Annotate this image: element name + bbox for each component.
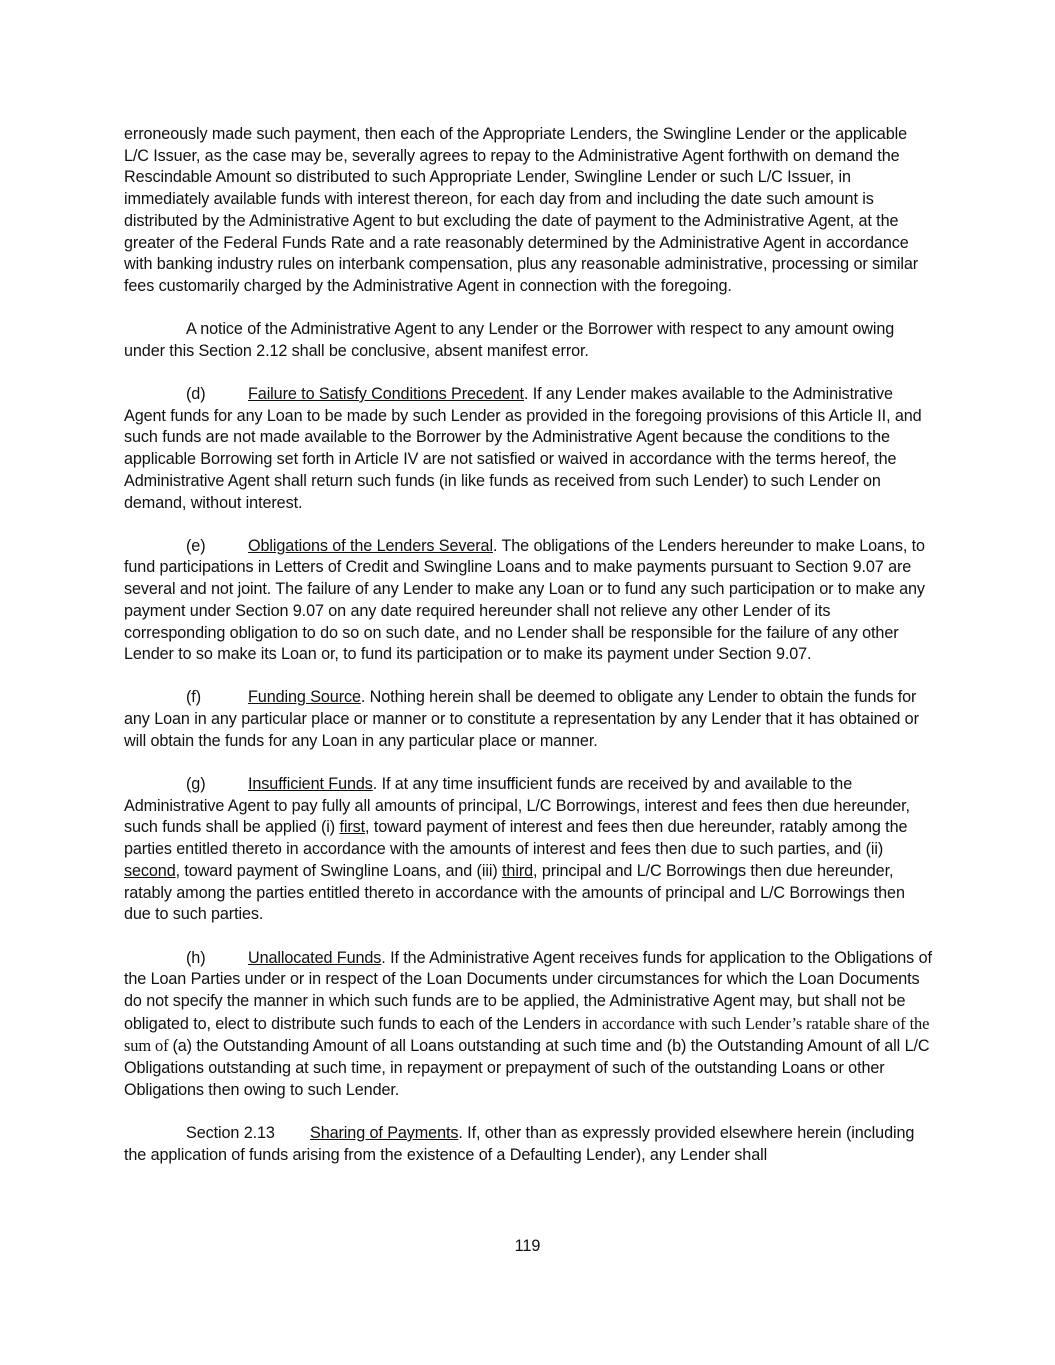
clause-h (124, 948, 934, 1102)
clause-g-third: third (502, 861, 534, 880)
clause-f-heading: Funding Source (248, 688, 361, 707)
section-2-13-label: Section 2.13 (186, 1123, 275, 1142)
clause-g-heading: Insufficient Funds (248, 775, 373, 794)
clause-h-serif-text: accordance with such Lender’s ratable share of the sum of (124, 1013, 930, 1056)
clause-h-text-1: . If the Administrative Agent receives funds for application to the Obligations of the Loan Parties under or in respect of the Loan Documents under circumstances for which the Loan Documents do not specify the manner in which such funds are to be applied, the Administrative Agent may, but shall not be obligated to, elect to distribute such funds to each of the Lenders in (124, 948, 932, 1033)
clause-g-label: (g) (186, 775, 206, 794)
clause-g-second: second (124, 861, 176, 880)
clause-h-text-2: (a) the Outstanding Amount of all Loans outstanding at such time and (b) the Outstanding Amount of all L/C Obligations outstanding at such time, in repayment or prepayment of such of the outstanding Loans or other Obligations then owing to such Lender. (124, 1037, 930, 1099)
clause-h-label: (h) (186, 948, 206, 967)
clause-e-label: (e) (186, 536, 206, 555)
clause-d (124, 384, 934, 514)
clause-e-text: . The obligations of the Lenders hereunder to make Loans, to fund participations in Letters of Credit and Swingline Loans and to make payments pursuant to Section 9.07 are several and not joint. The failure of any Lender to make any Loan or to fund any such participation or to make any payment under Section 9.07 on any date required hereunder shall not relieve any other Lender of its corresponding obligation to do so on such date, and no Lender shall be responsible for the failure of any other Lender to so make its Loan or, to fund its participation or to make its payment under Section 9.07. (124, 536, 925, 664)
clause-e (124, 536, 934, 666)
clause-d-text: . If any Lender makes available to the Administrative Agent funds for any Loan to be made by such Lender as provided in the foregoing provisions of this Article II, and such funds are not made available to the Borrower by the Administrative Agent because the conditions to the applicable Borrowing set forth in Article IV are not satisfied or waived in accordance with the terms hereof, the Administrative Agent shall return such funds (in like funds as received from such Lender) to such Lender on demand, without interest. (124, 385, 922, 512)
section-2-13 (124, 1123, 934, 1166)
clause-d-label: (d) (186, 385, 206, 404)
clause-h-heading: Unallocated Funds (248, 948, 382, 967)
clause-g (124, 774, 934, 926)
clause-f-text: . Nothing herein shall be deemed to obligate any Lender to obtain the funds for any Loan in any particular place or manner or to constitute a representation by any Lender that it has obtained or will obtain the funds for any Loan in any particular place or manner. (124, 688, 919, 750)
clause-f (124, 687, 934, 752)
page-number: 119 (514, 1237, 541, 1255)
clause-d-heading: Failure to Satisfy Conditions Precedent (248, 385, 524, 404)
paragraph-notice: A notice of the Administrative Agent to any Lender or the Borrower with respect to any amount owing under this Section 2.12 shall be conclusive, absent manifest error. (124, 320, 895, 360)
section-2-13-text: . If, other than as expressly provided elsewhere herein (including the application of funds arising from the existence of a Defaulting Lender), any Lender shall (124, 1123, 915, 1164)
clause-g-first: first (339, 818, 366, 837)
clause-f-label: (f) (186, 688, 201, 707)
clause-g-text-3: , toward payment of Swingline Loans, and (iii) (175, 861, 503, 880)
clause-g-text-1: . If at any time insufficient funds are received by and available to the Administrative Agent to pay fully all amounts of principal, L/C Borrowings, interest and fees then due hereunder, such funds shall be applied (i) (124, 775, 910, 837)
clause-g-text-4: , principal and L/C Borrowings then due hereunder, ratably among the parties entitled thereto in accordance with the amounts of principal and L/C Borrowings then due to such parties. (124, 861, 905, 924)
section-2-13-heading: Sharing of Payments (310, 1123, 459, 1142)
clause-e-heading: Obligations of the Lenders Several (248, 536, 493, 555)
paragraph-rescindable-amount: erroneously made such payment, then each of the Appropriate Lenders, the Swingline Lender or the applicable L/C Issuer, as the case may be, severally agrees to repay to the Administrative Agent forthwith on demand the Rescindable Amount so distributed to such Appropriate Lender, Swingline Lender or such L/C Issuer, in immediately available funds with interest thereon, for each day from and including the date such amount is distributed by the Administrative Agent to but excluding the date of payment to the Administrative Agent, at the greater of the Federal Funds Rate and a rate reasonably determined by the Administrative Agent in accordance with banking industry rules on interbank compensation, plus any reasonable administrative, processing or similar fees customarily charged by the Administrative Agent in connection with the foregoing. (124, 125, 919, 295)
clause-g-text-2: , toward payment of interest and fees then due hereunder, ratably among the parties entitled thereto in accordance with the amounts of interest and fees then due to such parties, and (ii) (124, 818, 908, 859)
document-body (124, 124, 934, 1188)
